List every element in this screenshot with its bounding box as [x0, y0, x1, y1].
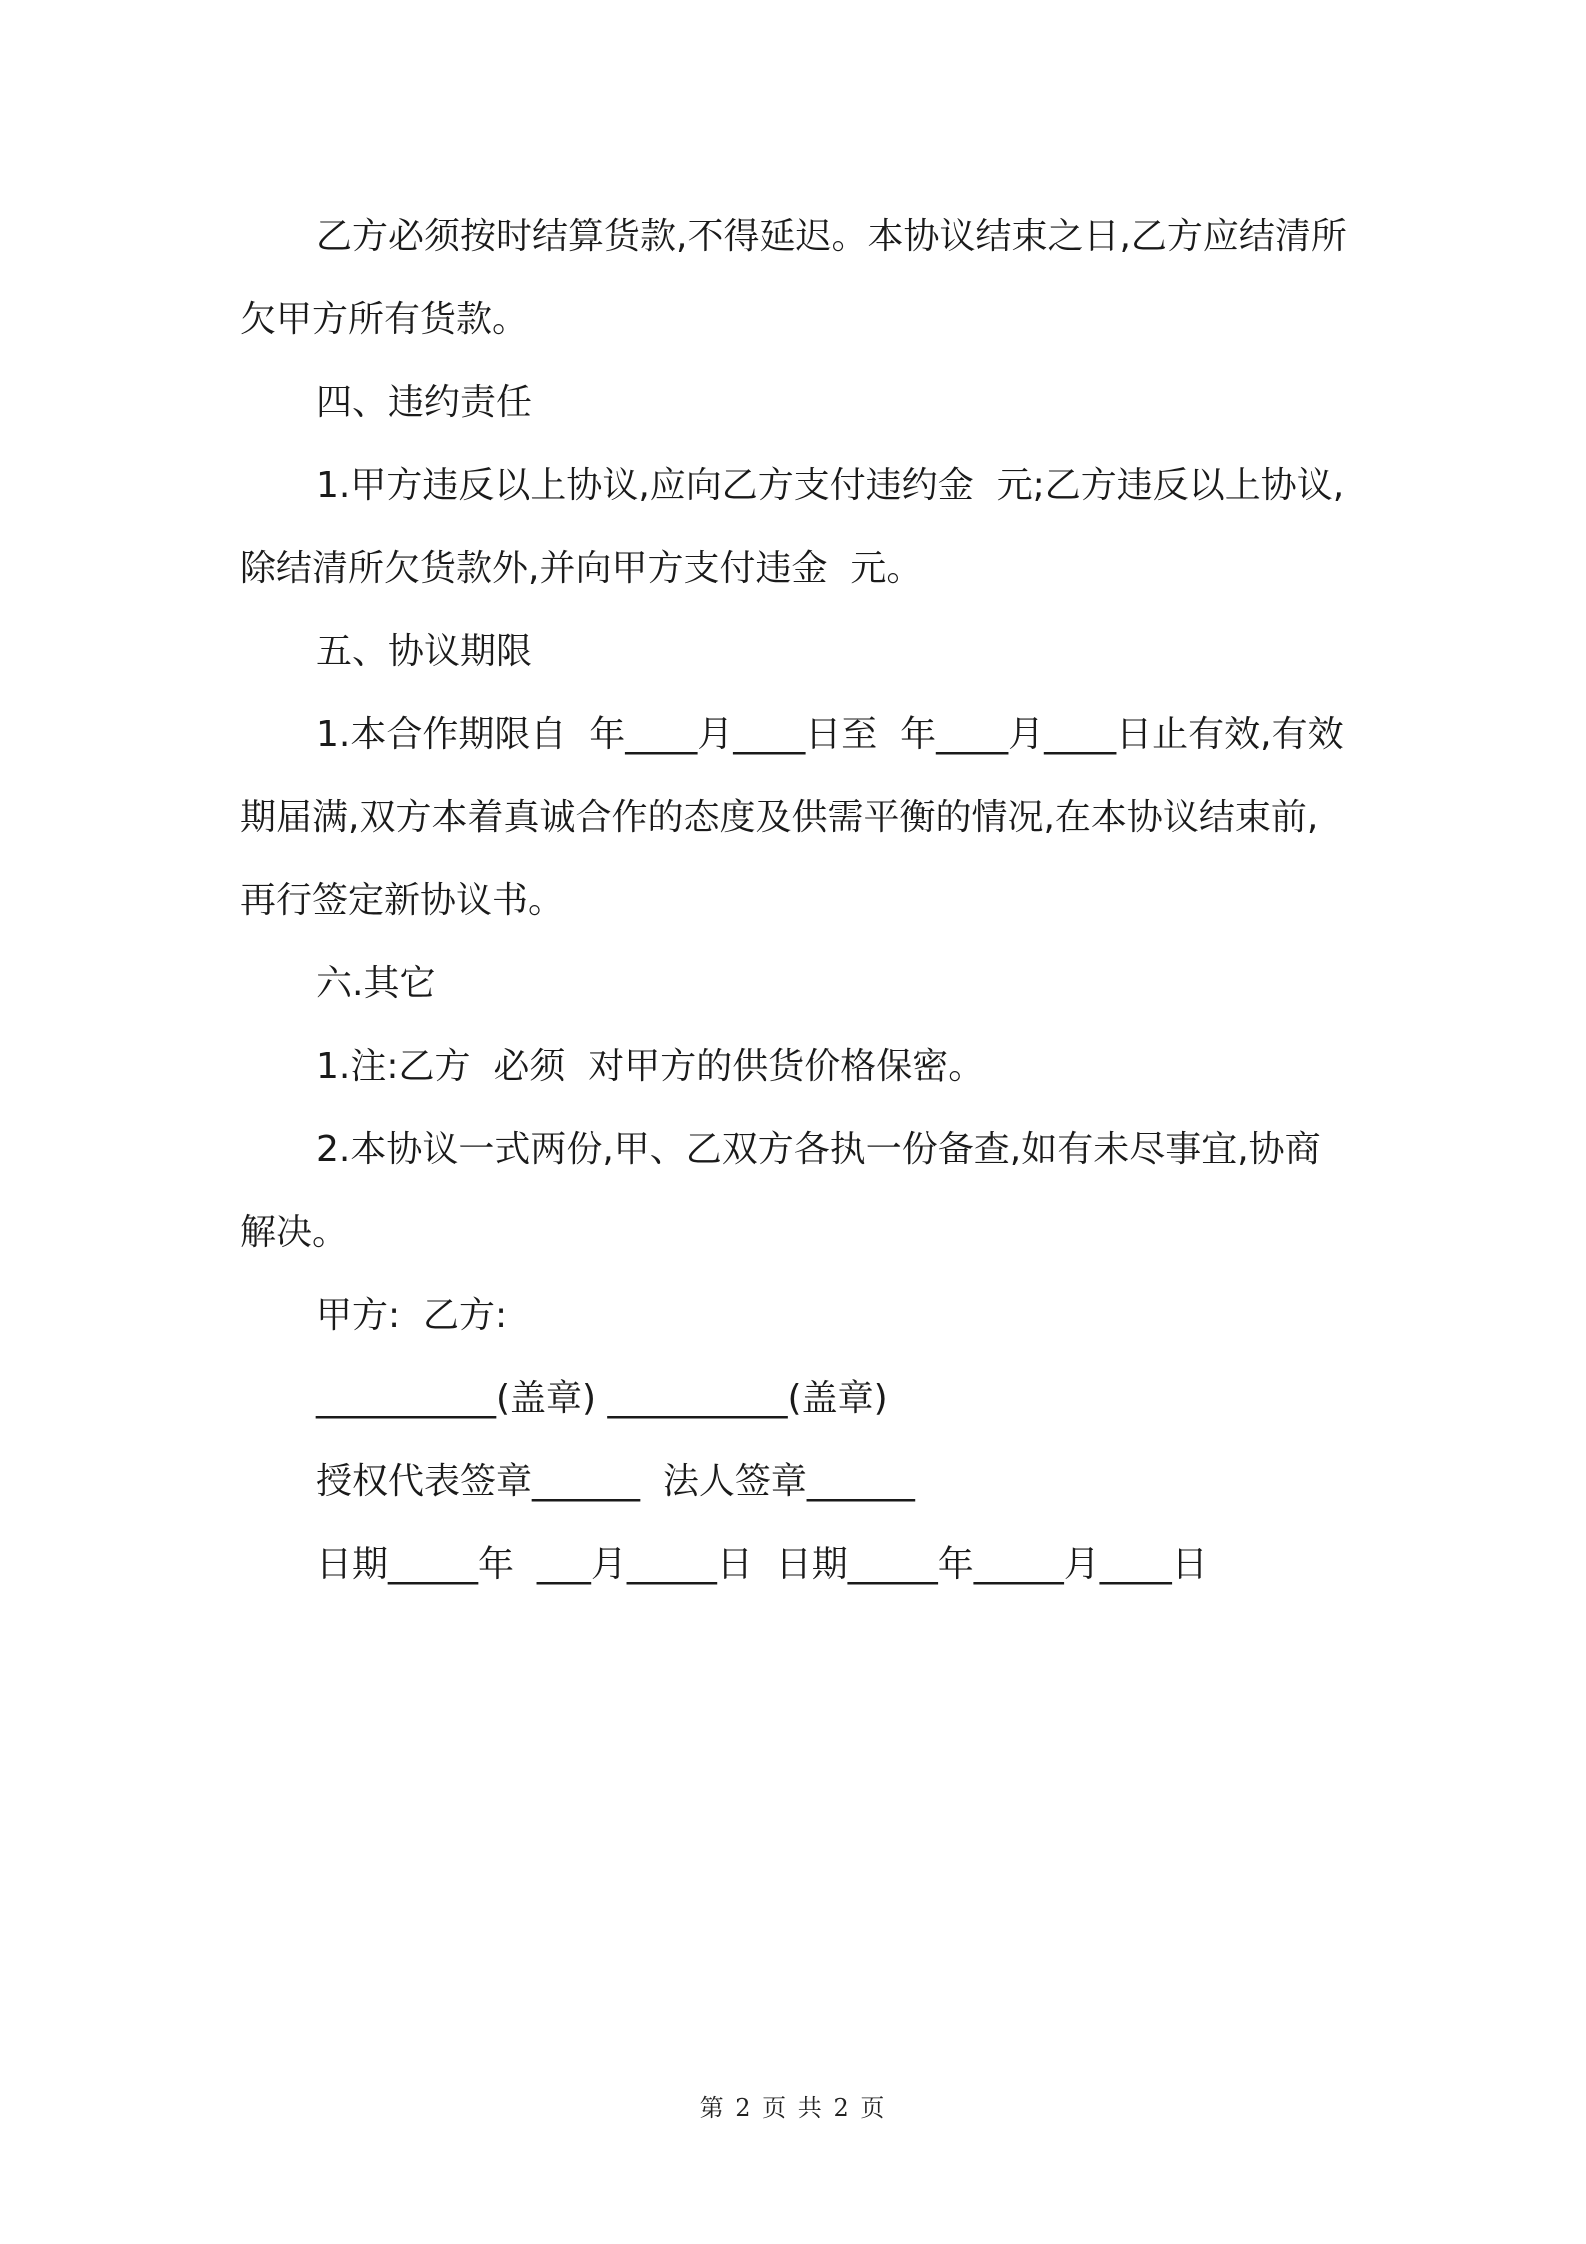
section-heading-term: 五、协议期限: [316, 631, 533, 672]
paragraph-other-2: 2.本协议一式两份,甲、乙双方各执一份备查,如有未尽事宜,协商解决。: [240, 1129, 1321, 1253]
page-footer: 第 2 页 共 2 页: [699, 2094, 887, 2122]
paragraph-liability-1: 1.甲方违反以上协议,应向乙方支付违约金 元;乙方违反以上协议,除结清所欠货款外,并向甲方支付违金 元。: [240, 465, 1345, 589]
signature-representative-line: 授权代表签章______ 法人签章______: [316, 1461, 915, 1502]
paragraph-other-1: 1.注:乙方 必须 对甲方的供货价格保密。: [316, 1046, 985, 1087]
paragraph-payment-settlement: 乙方必须按时结算货款,不得延迟。本协议结束之日,乙方应结清所欠甲方所有货款。: [240, 216, 1347, 340]
signature-date-line: 日期_____年 ___月_____日 日期_____年_____月____日: [316, 1544, 1208, 1585]
paragraph-term-1: 1.本合作期限自 年____月____日至 年____月____日止有效,有效期届满,双方本着真诚合作的态度及供需平衡的情况,在本协议结束前,再行签定新协议书。: [240, 714, 1344, 921]
section-heading-liability: 四、违约责任: [316, 382, 533, 423]
section-heading-other: 六.其它: [316, 963, 436, 1004]
signature-seal-line: __________(盖章) __________(盖章): [316, 1378, 888, 1419]
signature-parties: 甲方: 乙方:: [316, 1295, 508, 1336]
document-body: [240, 195, 1350, 1606]
